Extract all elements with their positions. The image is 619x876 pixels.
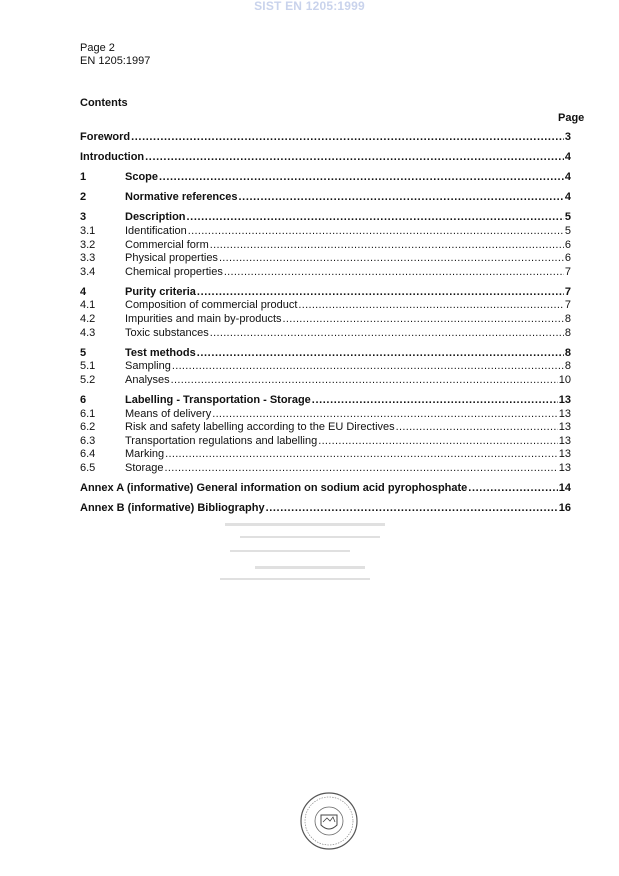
toc-dot-leader [266, 502, 558, 516]
toc-dot-leader [283, 313, 564, 327]
toc-entry[interactable] [80, 435, 571, 449]
toc-entry-title: Description [125, 211, 186, 224]
toc-entry-page: 13 [558, 448, 571, 461]
toc-entry-number: 4.1 [80, 299, 96, 312]
toc-dot-leader [165, 462, 558, 476]
toc-entry-number: 6.2 [80, 421, 96, 434]
toc-dot-leader [468, 482, 557, 496]
toc-entry-page: 4 [564, 151, 571, 164]
toc-entry-title: Means of delivery [125, 407, 212, 420]
toc-entry-title: Normative references [125, 191, 238, 204]
toc-entry[interactable] [80, 482, 571, 496]
toc-entry[interactable] [80, 191, 571, 205]
toc-entry-number: 3.2 [80, 238, 96, 251]
toc-entry-title: Identification [125, 224, 187, 237]
table-of-contents [80, 131, 571, 516]
toc-entry-page: 7 [564, 299, 571, 312]
toc-entry-page: 13 [558, 421, 571, 434]
toc-dot-leader [298, 299, 563, 313]
toc-entry-page: 8 [564, 360, 571, 373]
toc-dot-leader [312, 394, 558, 408]
toc-dot-leader [210, 327, 564, 341]
toc-entry-title: Introduction [80, 151, 145, 164]
toc-entry[interactable] [80, 151, 571, 165]
toc-entry-title: Commercial form [125, 238, 209, 251]
toc-entry-page: 10 [558, 373, 571, 386]
toc-entry-page: 8 [564, 346, 571, 359]
toc-entry-title: Physical properties [125, 252, 218, 265]
toc-entry-number: 2 [80, 191, 87, 204]
toc-entry-number: 3 [80, 211, 87, 224]
toc-entry-page: 16 [558, 502, 571, 515]
toc-entry-title: Labelling - Transportation - Storage [125, 394, 311, 406]
toc-entry-number: 6.1 [80, 407, 96, 420]
toc-entry-number: 3.3 [80, 252, 96, 265]
toc-entry-number: 4 [80, 285, 87, 298]
toc-entry-number: 1 [80, 171, 87, 184]
toc-entry-page: 13 [558, 461, 571, 474]
toc-entry-title: Purity criteria [125, 285, 196, 298]
toc-dot-leader [159, 171, 564, 185]
toc-entry-page: 8 [564, 313, 571, 326]
toc-dot-leader [165, 448, 558, 462]
toc-entry-title: Foreword [80, 131, 131, 143]
watermark: SIST EN 1205:1999 [254, 0, 365, 13]
toc-entry-title: Transportation regulations and labelling [125, 434, 318, 447]
page-number: Page 2 [80, 42, 115, 54]
toc-dot-leader [171, 374, 558, 388]
toc-entry-number: 6 [80, 394, 87, 406]
toc-entry[interactable] [80, 171, 571, 185]
contents-heading: Contents [80, 97, 128, 109]
toc-entry-page: 5 [564, 211, 571, 224]
toc-entry-page: 4 [564, 171, 571, 184]
standard-id: EN 1205:1997 [80, 55, 151, 67]
page-header [80, 42, 150, 68]
toc-entry[interactable] [80, 360, 571, 374]
toc-entry-number: 6.5 [80, 461, 96, 474]
toc-entry[interactable] [80, 448, 571, 462]
toc-entry[interactable] [80, 299, 571, 313]
toc-entry-number: 5.2 [80, 373, 96, 386]
toc-entry-number: 3.1 [80, 224, 96, 237]
toc-entry-title: Test methods [125, 346, 196, 359]
toc-entry-page: 13 [558, 434, 571, 447]
toc-dot-leader [145, 151, 564, 165]
toc-dot-leader [239, 191, 564, 205]
toc-dot-leader [131, 131, 564, 145]
toc-entry-number: 4.2 [80, 313, 96, 326]
toc-entry-page: 6 [564, 252, 571, 265]
toc-entry-title: Impurities and main by-products [125, 313, 282, 326]
faded-stamp-mark [215, 518, 395, 588]
toc-entry-title: Risk and safety labelling according to the EU Directives [125, 421, 395, 434]
toc-entry-number: 3.4 [80, 265, 96, 278]
toc-entry[interactable] [80, 286, 571, 300]
toc-dot-leader [219, 252, 564, 266]
toc-entry-page: 5 [564, 224, 571, 237]
toc-entry-page: 13 [558, 407, 571, 420]
toc-entry[interactable] [80, 225, 571, 239]
toc-dot-leader [187, 211, 564, 225]
toc-dot-leader [197, 286, 564, 300]
toc-entry-title: Composition of commercial product [125, 299, 298, 312]
toc-dot-leader [212, 408, 558, 422]
toc-dot-leader [210, 239, 564, 253]
toc-entry-title: Chemical properties [125, 265, 223, 278]
toc-entry-title: Annex A (informative) General information on sodium acid pyrophosphate [80, 482, 468, 495]
toc-dot-leader [197, 347, 564, 361]
toc-dot-leader [224, 266, 564, 280]
toc-entry-title: Sampling [125, 360, 171, 373]
toc-entry[interactable] [80, 374, 571, 388]
toc-entry[interactable] [80, 266, 571, 280]
institute-seal-icon [299, 791, 359, 851]
toc-entry-title: Scope [125, 171, 159, 184]
toc-dot-leader [396, 421, 558, 435]
toc-entry-page: 7 [564, 285, 571, 298]
toc-entry-title: Annex B (informative) Bibliography [80, 502, 265, 515]
toc-entry[interactable] [80, 131, 571, 145]
toc-entry-page: 13 [558, 394, 571, 406]
toc-entry-number: 6.4 [80, 448, 96, 461]
toc-entry[interactable] [80, 327, 571, 341]
toc-entry-number: 4.3 [80, 326, 96, 339]
toc-dot-leader [188, 225, 564, 239]
toc-entry[interactable] [80, 347, 571, 361]
toc-entry[interactable] [80, 394, 571, 408]
toc-entry-page: 7 [564, 265, 571, 278]
toc-entry-title: Toxic substances [125, 326, 209, 339]
toc-dot-leader [318, 435, 558, 449]
toc-entry-title: Marking [125, 448, 165, 461]
toc-entry-title: Storage [125, 461, 164, 474]
toc-entry[interactable] [80, 252, 571, 266]
toc-entry-page: 8 [564, 326, 571, 339]
toc-entry-page: 4 [564, 191, 571, 204]
toc-entry[interactable] [80, 239, 571, 253]
toc-entry-page: 14 [558, 482, 571, 495]
toc-entry[interactable] [80, 421, 571, 435]
toc-entry-number: 5 [80, 346, 87, 359]
toc-entry[interactable] [80, 462, 571, 476]
toc-entry-number: 6.3 [80, 434, 96, 447]
toc-entry[interactable] [80, 502, 571, 516]
toc-entry[interactable] [80, 211, 571, 225]
toc-entry-number: 5.1 [80, 360, 96, 373]
toc-entry[interactable] [80, 408, 571, 422]
toc-entry-page: 3 [564, 131, 571, 143]
toc-entry-page: 6 [564, 238, 571, 251]
toc-entry-title: Analyses [125, 373, 170, 386]
page-column-label: Page [558, 112, 585, 124]
toc-entry[interactable] [80, 313, 571, 327]
toc-dot-leader [172, 360, 564, 374]
